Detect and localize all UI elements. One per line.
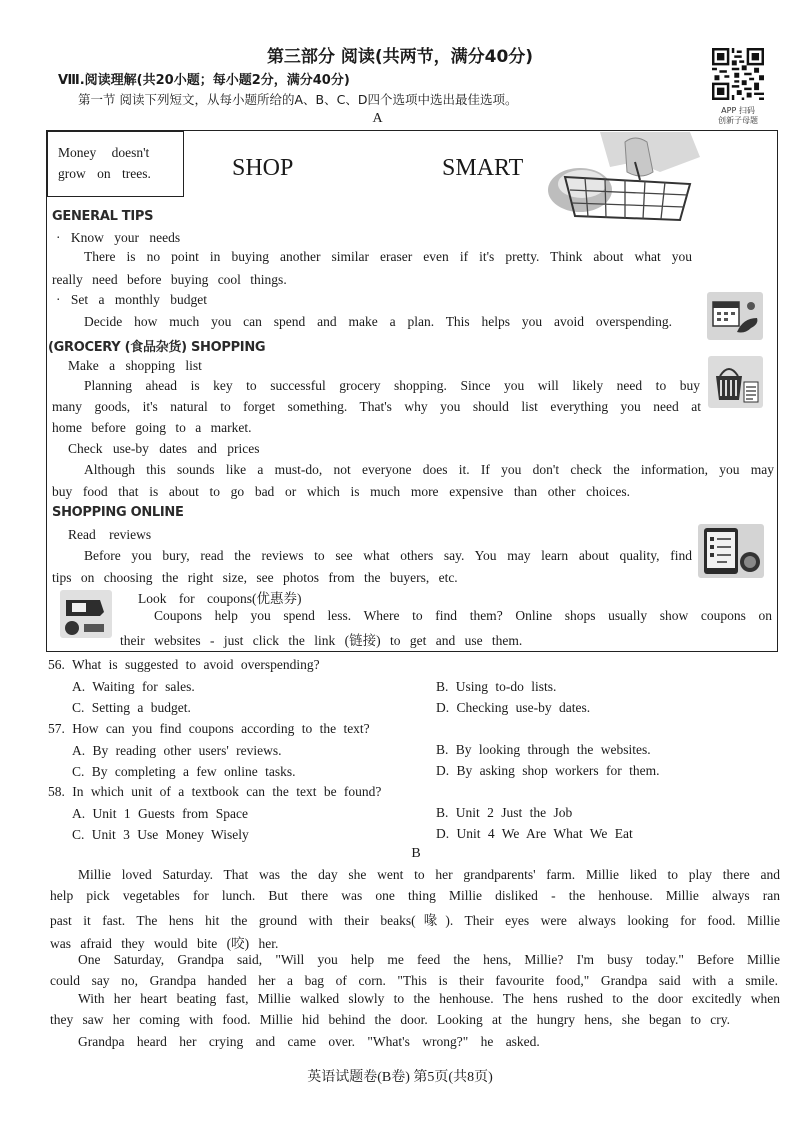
tip-2-line-1: Decide how much you can spend and make a plan. This helps you avoid overspending. <box>84 314 672 329</box>
question-56-option-a: A. Waiting for sales. <box>72 679 195 694</box>
passage-b-label: B <box>411 846 421 861</box>
online-2-line-1: Coupons help you spend less. Where to find them? Online shops usually show coupons on <box>154 608 772 623</box>
grocery-1-line-3: home before going to a market. <box>52 420 252 435</box>
qr-caption-line-1: APP 扫码 <box>721 106 755 115</box>
money-line-1: Money doesn't <box>58 145 150 160</box>
grocery-shopping-heading: (GROCERY (食品杂货) SHOPPING <box>48 340 266 355</box>
page-title: 第三部分 阅读(共两节，满分40分) <box>266 47 534 67</box>
general-tips-heading: GENERAL TIPS <box>52 209 154 224</box>
online-2-line-2: their websites - just click the link (链接) to get and use them. <box>120 633 523 648</box>
section-heading: Ⅷ.阅读理解(共20小题；每小题2分，满分40分) <box>58 73 350 88</box>
question-56-stem: 56. What is suggested to avoid overspending? <box>48 657 320 672</box>
question-57-stem: 57. How can you find coupons according to the text? <box>48 721 370 736</box>
tip-1-line-2: really need before buying cool things. <box>52 272 287 287</box>
money-caption-box <box>47 131 184 197</box>
passage-b-p2-line-1: One Saturday, Grandpa said, "Will you help me feed the hens, Millie? I'm busy today." Before Millie <box>78 952 780 967</box>
question-56-option-d: D. Checking use-by dates. <box>436 700 591 715</box>
calendar-budget-icon <box>707 292 763 340</box>
shop-heading: SHOP <box>232 155 294 181</box>
passage-b-p1-line-1: Millie loved Saturday. That was the day she went to her grandparents' farm. Millie liked to play there and <box>78 867 780 882</box>
question-57-option-a: A. By reading other users' reviews. <box>72 743 282 758</box>
shopping-basket-list-icon <box>708 356 763 408</box>
question-58-option-d: D. Unit 4 We Are What We Eat <box>436 826 633 841</box>
passage-b-p1-line-2: help pick vegetables for lunch. But there was one thing Millie disliked - the henhouse. Millie always ran <box>50 888 780 903</box>
shopping-online-heading: SHOPPING ONLINE <box>52 505 184 520</box>
question-58-option-c: C. Unit 3 Use Money Wisely <box>72 827 249 842</box>
tip-1-line-1: There is no point in buying another similar eraser even if it's pretty. Think about what you <box>84 249 692 264</box>
question-58-option-a: A. Unit 1 Guests from Space <box>72 806 248 821</box>
question-57-option-b: B. By looking through the websites. <box>436 742 651 757</box>
tip-1-title: · Know your needs <box>56 230 181 245</box>
grocery-2-line-2: buy food that is about to go bad or which is much more expensive than other choices. <box>52 484 630 499</box>
online-1-title: Read reviews <box>68 527 152 542</box>
qr-caption <box>702 106 774 126</box>
grocery-2-line-1: Although this sounds like a must-do, not everyone does it. If you don't check the information, you may <box>84 462 774 477</box>
passage-b-p3-line-2: they saw her coming with food. Millie hid behind the door. Looking at the hungry hens, she began to cry. <box>50 1012 730 1027</box>
tablet-reviews-icon <box>698 524 764 578</box>
coupon-ticket-icon <box>60 590 112 638</box>
passage-b-p2-line-2: could say no, Grandpa handed her a bag of corn. "This is their favourite food," Grandpa said with a smile. <box>50 973 778 988</box>
question-58-option-b: B. Unit 2 Just the Job <box>436 805 573 820</box>
grocery-1-line-2: many goods, it's natural to forget something. That's why you should list everything you need at <box>52 399 701 414</box>
tip-2-title: · Set a monthly budget <box>56 292 207 307</box>
online-1-line-1: Before you bury, read the reviews to see what others say. You may learn about quality, find <box>84 548 692 563</box>
question-58-stem: 58. In which unit of a textbook can the text be found? <box>48 784 382 799</box>
question-57-option-d: D. By asking shop workers for them. <box>436 763 660 778</box>
online-2-title: Look for coupons(优惠券) <box>138 591 302 606</box>
money-line-2: grow on trees. <box>58 166 151 181</box>
passage-b-p4-line-1: Grandpa heard her crying and came over. "What's wrong?" he asked. <box>78 1034 540 1049</box>
passage-b-p3-line-1: With her heart beating fast, Millie walked slowly to the henhouse. The hens rushed to the door excitedly when <box>78 991 780 1006</box>
shopping-basket-illustration <box>540 132 705 224</box>
question-56-option-b: B. Using to-do lists. <box>436 679 557 694</box>
qr-code-icon <box>712 48 764 100</box>
passage-b-p1-line-4: was afraid they would bite (咬) her. <box>50 936 279 951</box>
grocery-1-title: Make a shopping list <box>68 358 202 373</box>
page-footer: 英语试题卷(B卷) 第5页(共8页) <box>307 1070 493 1085</box>
smart-heading: SMART <box>442 155 524 181</box>
section-instruction: 第一节 阅读下列短文，从每小题所给的A、B、C、D四个选项中选出最佳选项。 <box>78 92 518 107</box>
question-57-option-c: C. By completing a few online tasks. <box>72 764 296 779</box>
passage-b-p1-line-3: past it fast. The hens hit the ground with their beaks(喙). Their eyes were always looking for food. Millie <box>50 913 780 928</box>
qr-caption-line-2: 创新子母题 <box>718 116 758 125</box>
grocery-1-line-1: Planning ahead is key to successful grocery shopping. Since you will likely need to buy <box>84 378 700 393</box>
online-1-line-2: tips on choosing the right size, see photos from the buyers, etc. <box>52 570 458 585</box>
grocery-2-title: Check use-by dates and prices <box>68 441 260 456</box>
question-56-option-c: C. Setting a budget. <box>72 700 191 715</box>
passage-a-label: A <box>372 111 383 126</box>
